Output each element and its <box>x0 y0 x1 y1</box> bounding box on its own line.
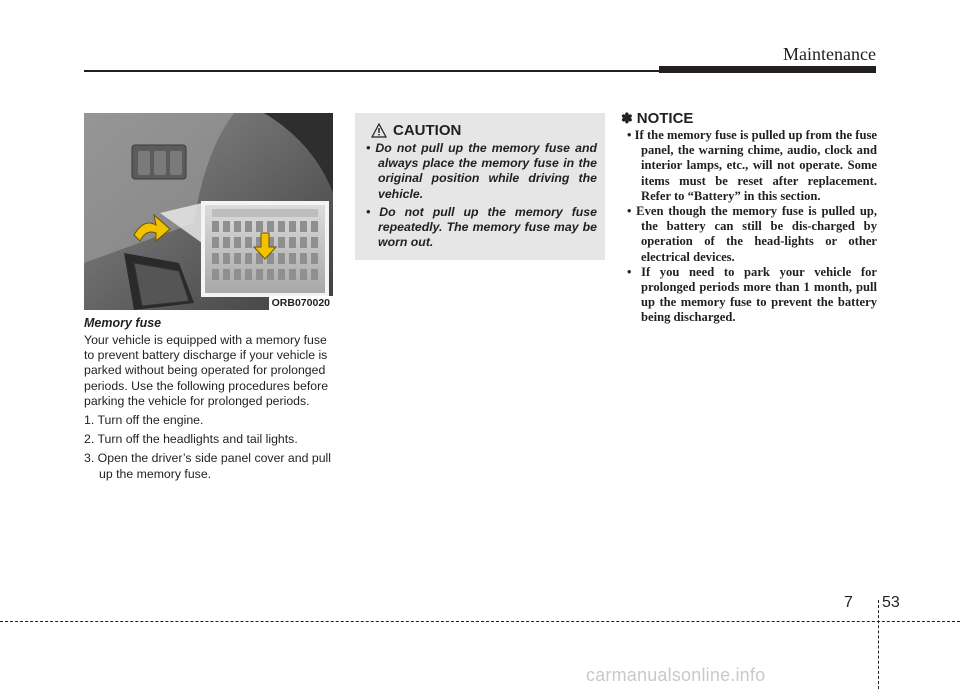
caution-item-text: Do not pull up the memory fuse and always place the memory fuse in the original position while driving the vehicle. <box>375 141 597 201</box>
caution-item: • Do not pull up the memory fuse and always place the memory fuse in the original position while driving the vehicle. <box>366 141 597 201</box>
watermark: carmanualsonline.info <box>586 665 766 685</box>
figure-code: ORB070020 <box>269 296 333 310</box>
memory-fuse-paragraph: Your vehicle is equipped with a memory fuse to prevent battery discharge if your vehicle is parked without being operated for prolonged periods. Use the following procedures before parking the vehicle for prolonged periods. <box>84 333 329 408</box>
notice-section <box>621 110 877 326</box>
figure-caption: Memory fuse <box>84 316 162 330</box>
caution-item: • Do not pull up the memory fuse repeatedly. The memory fuse may be worn out. <box>366 204 597 250</box>
photo-illustration <box>84 113 333 310</box>
header-rule-thick <box>659 66 876 73</box>
header-rule <box>84 70 659 72</box>
footer-rule <box>0 621 960 622</box>
caution-header <box>371 122 597 139</box>
page-header-title: Maintenance <box>783 44 876 64</box>
caution-box <box>355 113 605 260</box>
chapter-number: 7 <box>844 594 853 611</box>
caution-item-text: Do not pull up the memory fuse repeatedly. The memory fuse may be worn out. <box>378 204 597 250</box>
notice-item: • Even though the memory fuse is pulled up, the battery can still be dis-charged by operation of the head-lights or other electrical devices. <box>627 204 877 264</box>
notice-item-text: Even though the memory fuse is pulled up, the battery can still be dis-charged by operation of the head-lights or other electrical devices. <box>636 204 877 264</box>
asterisk-icon: ✽ <box>621 110 633 126</box>
notice-item-text: If the memory fuse is pulled up from the fuse panel, the warning chime, audio, clock and interior lamps, etc., will not operate. Some items must be reset after replacement. Refer to “Battery” in this section. <box>634 128 877 203</box>
step-1: 1. Turn off the engine. <box>84 413 204 428</box>
notice-header <box>621 110 877 127</box>
memory-fuse-photo <box>84 113 333 310</box>
step-2: 2. Turn off the headlights and tail lights. <box>84 432 298 447</box>
caution-title: CAUTION <box>393 122 462 139</box>
left-column <box>84 316 334 482</box>
warning-triangle-icon <box>371 123 387 138</box>
notice-item-text: If you need to park your vehicle for prolonged periods more than 1 month, pull up the memory fuse to prevent the battery being discharged. <box>641 264 877 325</box>
page-number: 53 <box>882 594 900 611</box>
notice-item: • If you need to park your vehicle for prolonged periods more than 1 month, pull up the memory fuse to prevent the battery being discharged. <box>627 264 877 325</box>
footer-divider <box>878 600 879 689</box>
step-3: 3. Open the driver’s side panel cover and pull up the memory fuse. <box>84 451 332 481</box>
notice-item: • If the memory fuse is pulled up from the fuse panel, the warning chime, audio, clock and interior lamps, etc., will not operate. Some items must be reset after replacement. Refer to “Battery” in this section. <box>627 128 877 203</box>
notice-title: NOTICE <box>636 110 694 127</box>
